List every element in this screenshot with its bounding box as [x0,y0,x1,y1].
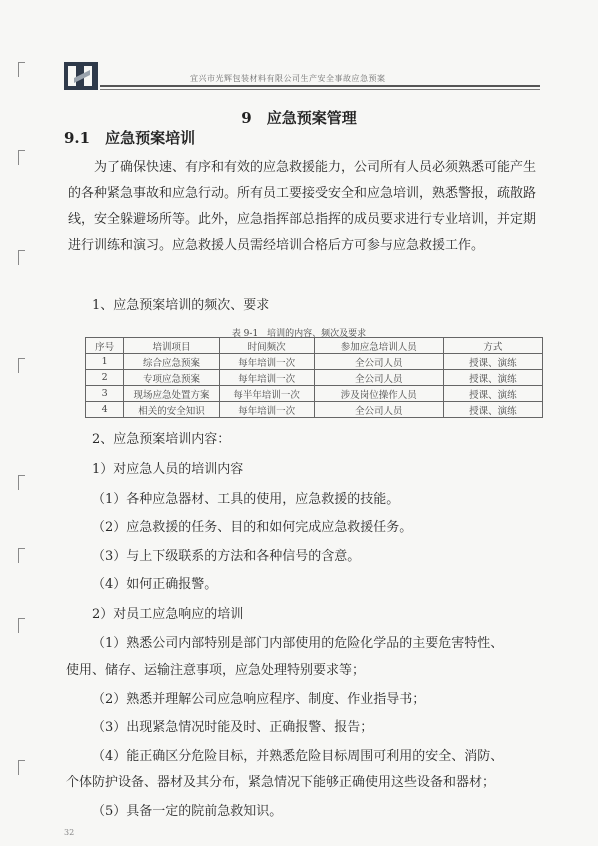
list-item: （3）出现紧急情况时能及时、正确报警、报告； [92,720,374,735]
section-heading: 应急预案培训 [105,129,196,147]
table-cell: 授课、演练 [443,386,542,402]
table-header-cell: 序号 [86,338,124,354]
table-cell: 每半年培训一次 [219,386,314,402]
header-title: 宜兴市光辉包装材料有限公司生产安全事故应急预案 [190,74,386,83]
list-item-continuation: 使用、储存、运输注意事项，应急处理特别要求等； [66,663,366,678]
binding-mark [18,150,25,165]
table-cell: 综合应急预案 [124,354,219,370]
table-header-cell: 参加应急培训人员 [314,338,443,354]
binding-mark [18,618,25,633]
binding-mark [18,62,25,77]
table-cell: 授课、演练 [443,402,542,418]
table-cell: 专项应急预案 [124,370,219,386]
chapter-title: 9 应急预案管理 [241,109,357,127]
table-cell: 4 [86,402,124,418]
table-cell: 相关的安全知识 [124,402,219,418]
table-header-row [86,338,543,354]
table-row [86,354,543,370]
list-item: （1）熟悉公司内部特别是部门内部使用的危险化学品的主要危害特性、 [92,636,504,651]
table-row [86,370,543,386]
list-item: （2）熟悉并理解公司应急响应程序、制度、作业指导书； [92,692,426,707]
table-cell: 现场应急处置方案 [124,386,219,402]
table-cell: 1 [86,354,124,370]
table-cell: 每年培训一次 [219,402,314,418]
subheading: 2、应急预案培训内容： [92,432,231,447]
list-item: （4）如何正确报警。 [92,577,218,592]
list-item: （3）与上下级联系的方法和各种信号的含意。 [92,549,361,564]
table-cell: 涉及岗位操作人员 [314,386,443,402]
section-title [64,127,195,148]
list-item: （1）各种应急器材、工具的使用，应急救援的技能。 [92,492,400,507]
table-cell: 全公司人员 [314,354,443,370]
binding-mark [18,760,25,775]
header-divider [100,85,540,87]
table-cell: 全公司人员 [314,402,443,418]
binding-mark [18,475,25,490]
intro-paragraph: 为了确保快速、有序和有效的应急救援能力，公司所有人员必须熟悉可能产生的各种紧急事故和应急行动。所有员工要接受安全和应急培训，熟悉警报，疏散路线，安全躲避场所等。此外，应急指挥部总指挥的成员要求进行专业培训，并定期进行训练和演习。应急救援人员需经培训合格后方可参与应急救援工作。 [68,160,537,253]
training-table [85,337,543,418]
table-caption: 表 9-1 培训的内容、频次及要求 [231,329,367,339]
binding-mark [18,250,25,265]
binding-mark [18,548,25,563]
list-item-continuation: 个体防护设备、器材及其分布，紧急情况下能够正确使用这些设备和器材； [66,775,496,790]
group-title: 2）对员工应急响应的培训 [92,607,244,622]
table-cell: 授课、演练 [443,370,542,386]
table-cell: 授课、演练 [443,354,542,370]
table-header-cell: 时间频次 [219,338,314,354]
page-number: 32 [64,828,75,837]
company-logo-icon [64,62,98,90]
section-number: 9.1 [64,129,91,147]
table-cell: 2 [86,370,124,386]
table-cell: 每年培训一次 [219,370,314,386]
table-header-cell: 培训项目 [124,338,219,354]
group-title: 1）对应急人员的培训内容 [92,462,244,477]
table-cell: 每年培训一次 [219,354,314,370]
list-item: （4）能正确区分危险目标，并熟悉危险目标周围可利用的安全、消防、 [92,749,504,764]
list-item: （5）具备一定的院前急救知识。 [92,804,283,819]
binding-mark [18,358,25,373]
list-item: （2）应急救援的任务、目的和如何完成应急救援任务。 [92,520,413,535]
table-row [86,402,543,418]
table-row [86,386,543,402]
table-cell: 全公司人员 [314,370,443,386]
subheading: 1、应急预案培训的频次、要求 [92,298,270,313]
header-divider [100,89,540,90]
table-header-cell: 方式 [443,338,542,354]
table-cell: 3 [86,386,124,402]
